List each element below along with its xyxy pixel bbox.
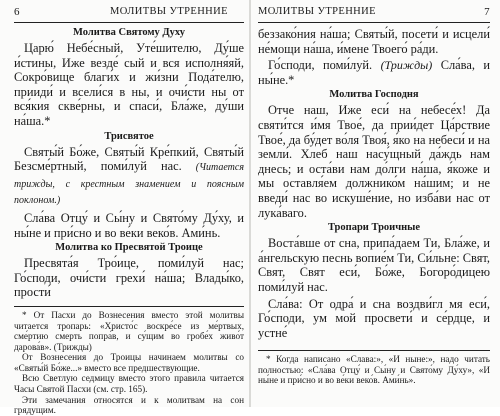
prayer-text: Отче наш, Иже еси́ на небесе́х! Да святи́тся и́мя Твое́, да прии́дет Ца́рствие Твое́, да бу́дет во́ля Твоя́, я́ко на небеси́ и на земли́. Хлеб наш насу́щный да́ждь нам днесь; и оста́ви нам до́лги на́ша, я́коже и мы оставля́ем должнико́м на́шим; и не введи́ нас во искуше́ние, но изба́ви нас от лука́ваго. [258,103,490,220]
footnote: От Вознесения до Троицы начинаем молитвы со «Святы́й Бо́же...» вместо все предшествующие. [14,352,244,373]
page-number: 6 [14,6,20,18]
prayer-text-content: Го́споди, поми́луй. [268,58,373,73]
footnote: Всю Светлую седмицу вместо этого правила читается Часы Святой Пасхи (см. стр. 165). [14,373,244,395]
right-running-head [258,6,490,21]
running-title: МОЛИТВЫ УТРЕННИЕ [110,6,228,17]
header-rule [14,22,244,23]
continued-text: беззако́ния на́ша; Святы́й, посети́ и исцели́ не́мощи на́ша, и́мене Твоего́ ра́ди. [258,27,490,56]
prayer-text [14,256,244,300]
header-rule [258,22,490,23]
running-title: МОЛИТВЫ УТРЕННИЕ [258,6,376,17]
prayer-text-content: Пресвята́я Тро́ице, поми́луй нас; Го́споди, очи́сти грехи́ на́ша; Влады́ко, прости́ [14,256,244,300]
rubric-note: (Читается трижды, с крестным знамением и поясным поклоном.) [14,162,244,207]
prayer-text [14,211,244,240]
section-heading: Молитва Святому Духу [73,27,185,38]
section-heading: Молитва ко Пресвятой Троице [55,242,203,254]
prayer-text: Сла́ва: От одра́ и сна воздви́гл мя еси́, Го́споди, ум мой просвети́ и се́рдце, и устне́ [258,296,490,340]
right-page [251,0,500,407]
footnote-rule [14,306,244,307]
prayer-text [14,41,244,129]
left-running-head [14,6,244,21]
prayer-text: Воста́вше от сна, припа́даем Ти, Бла́же, и а́нгельскую песнь вопие́м Ти, Си́льне: Свят, Свят, Свят еси́, Бо́же, Богоро́дицею поми́луй нас. [258,236,490,294]
section-heading: Тропари Троичные [327,222,421,234]
footnote: * Когда написано «Слава:», «И ныне:», надо читать полностью: «Сла́ва Отцу́ и Сы́ну и Свято́му Ду́ху», «И ны́не и при́сно и во ве́ки веко́в. Ами́нь». [258,354,490,386]
prayer-text-content: Царю́ Небе́сный, Уте́шителю, Ду́ше и́стины, Иже везде́ сый и вся исполня́яй, Сокро́вище благи́х и жи́зни Пода́телю, прииди́ и всели́ся в ны, и очи́сти ны от вся́кия скве́рны, и спаси́, Бла́же, ду́ши на́ша.* [14,41,244,128]
section-heading: Трисвятое [104,130,154,142]
prayer-text-content: Святы́й Бо́же, Святы́й Кре́пкий, Святы́й Безсме́ртный, поми́луй нас. [14,144,244,174]
footnote: * От Пасхи до Вознесения вместо этой молитвы читается тропарь: «Христо́с воскре́се из ме́ртвых, сме́ртию смерть попра́в, и су́щим во гробе́х живо́т дарова́в». (Трижды) [14,309,244,352]
page-number: 7 [484,6,490,18]
footnote-rule [258,350,490,351]
footnote: Эти замечания относятся и к молитвам на сон грядущим. [14,394,244,416]
prayer-text-content: Сла́ва Отцу́ и Сы́ну и Свято́му Ду́ху, и ны́не и при́сно и во ве́ки веко́в. Ами́нь. [14,210,244,240]
prayer-text [14,145,244,209]
continued-text [258,58,490,87]
section-heading: Молитва Господня [329,89,419,101]
prayer-text-content: Сла́ва, и ны́не.* [258,58,490,87]
rubric-note: (Трижды) [380,58,433,73]
